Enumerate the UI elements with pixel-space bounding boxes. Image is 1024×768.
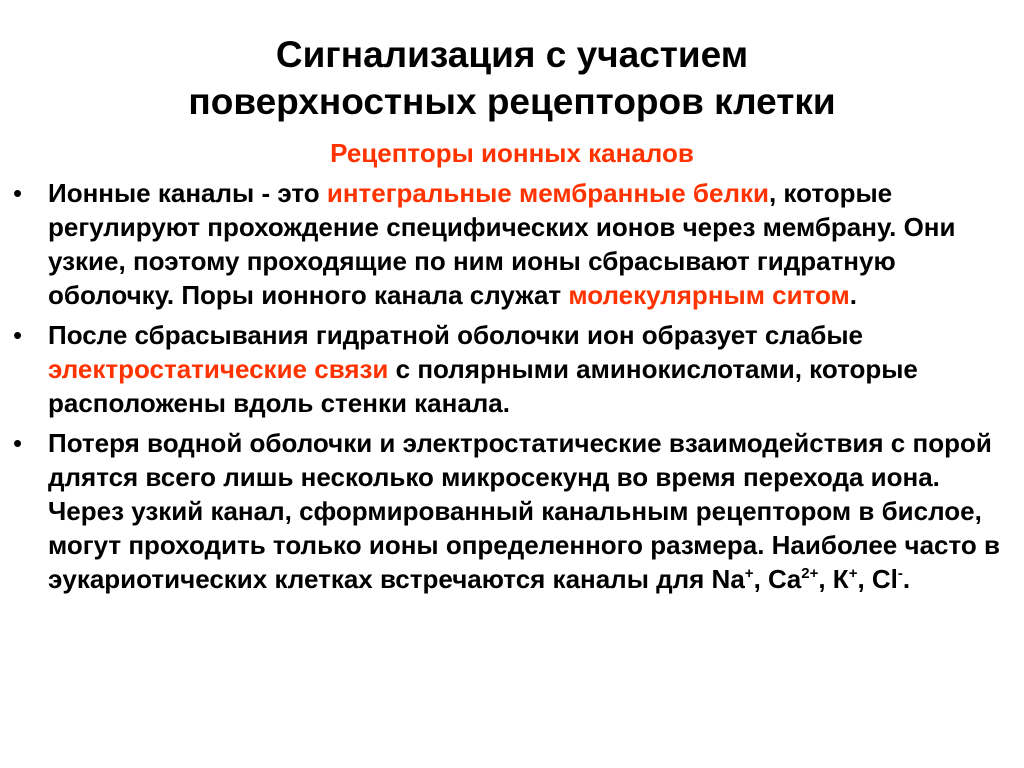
bullet-list — [0, 176, 1024, 602]
bullet-marker: • — [13, 320, 23, 350]
bullet-text: Потеря водной оболочки и электростатические взаимодействия с порой длятся всего лишь несколько микросекунд во время перехода иона. Через узкий канал, сформированный канальным рецептором в бислое, могут проходить только ионы определенного размера. Наиболее часто в эукариотических клетках встречаются каналы для Na — [48, 428, 1000, 594]
ion-charge-cl: - — [897, 565, 903, 582]
bullet-text: После сбрасывания гидратной оболочки ион образует слабые — [48, 320, 864, 350]
bullet-item — [0, 318, 1024, 420]
slide-title-line-1: Сигнализация с участием — [275, 34, 749, 75]
ion-separator: , К — [818, 564, 849, 594]
slide-subtitle: Рецепторы ионных каналов — [330, 138, 694, 168]
highlight-text: интегральные мембранные белки — [326, 178, 769, 208]
ion-separator: , Ca — [753, 564, 802, 594]
slide-title — [0, 31, 1024, 125]
ion-separator: , Cl — [857, 564, 898, 594]
highlight-text: молекулярным ситом — [568, 280, 850, 310]
bullet-text: с полярными аминокислотами, которые расположены вдоль стенки канала. — [48, 354, 918, 418]
bullet-marker: • — [13, 428, 23, 458]
slide-title-line-2: поверхностных рецепторов клетки — [188, 81, 836, 122]
ion-charge-ca: 2+ — [801, 565, 819, 582]
ion-charge-k: + — [848, 565, 858, 582]
bullet-item — [0, 176, 1024, 312]
bullet-text: , которые регулируют прохождение специфических ионов через мембрану. Они узкие, поэтому проходящие по ним ионы сбрасывают гидратную оболочку. Поры ионного канала служат — [48, 178, 956, 310]
ion-charge-na: + — [744, 565, 754, 582]
bullet-marker: • — [13, 178, 23, 208]
highlight-text: электростатические связи — [48, 354, 389, 384]
bullet-item — [0, 426, 1024, 596]
bullet-text: . — [902, 564, 911, 594]
bullet-text: . — [849, 280, 858, 310]
bullet-text: Ионные каналы - это — [48, 178, 327, 208]
